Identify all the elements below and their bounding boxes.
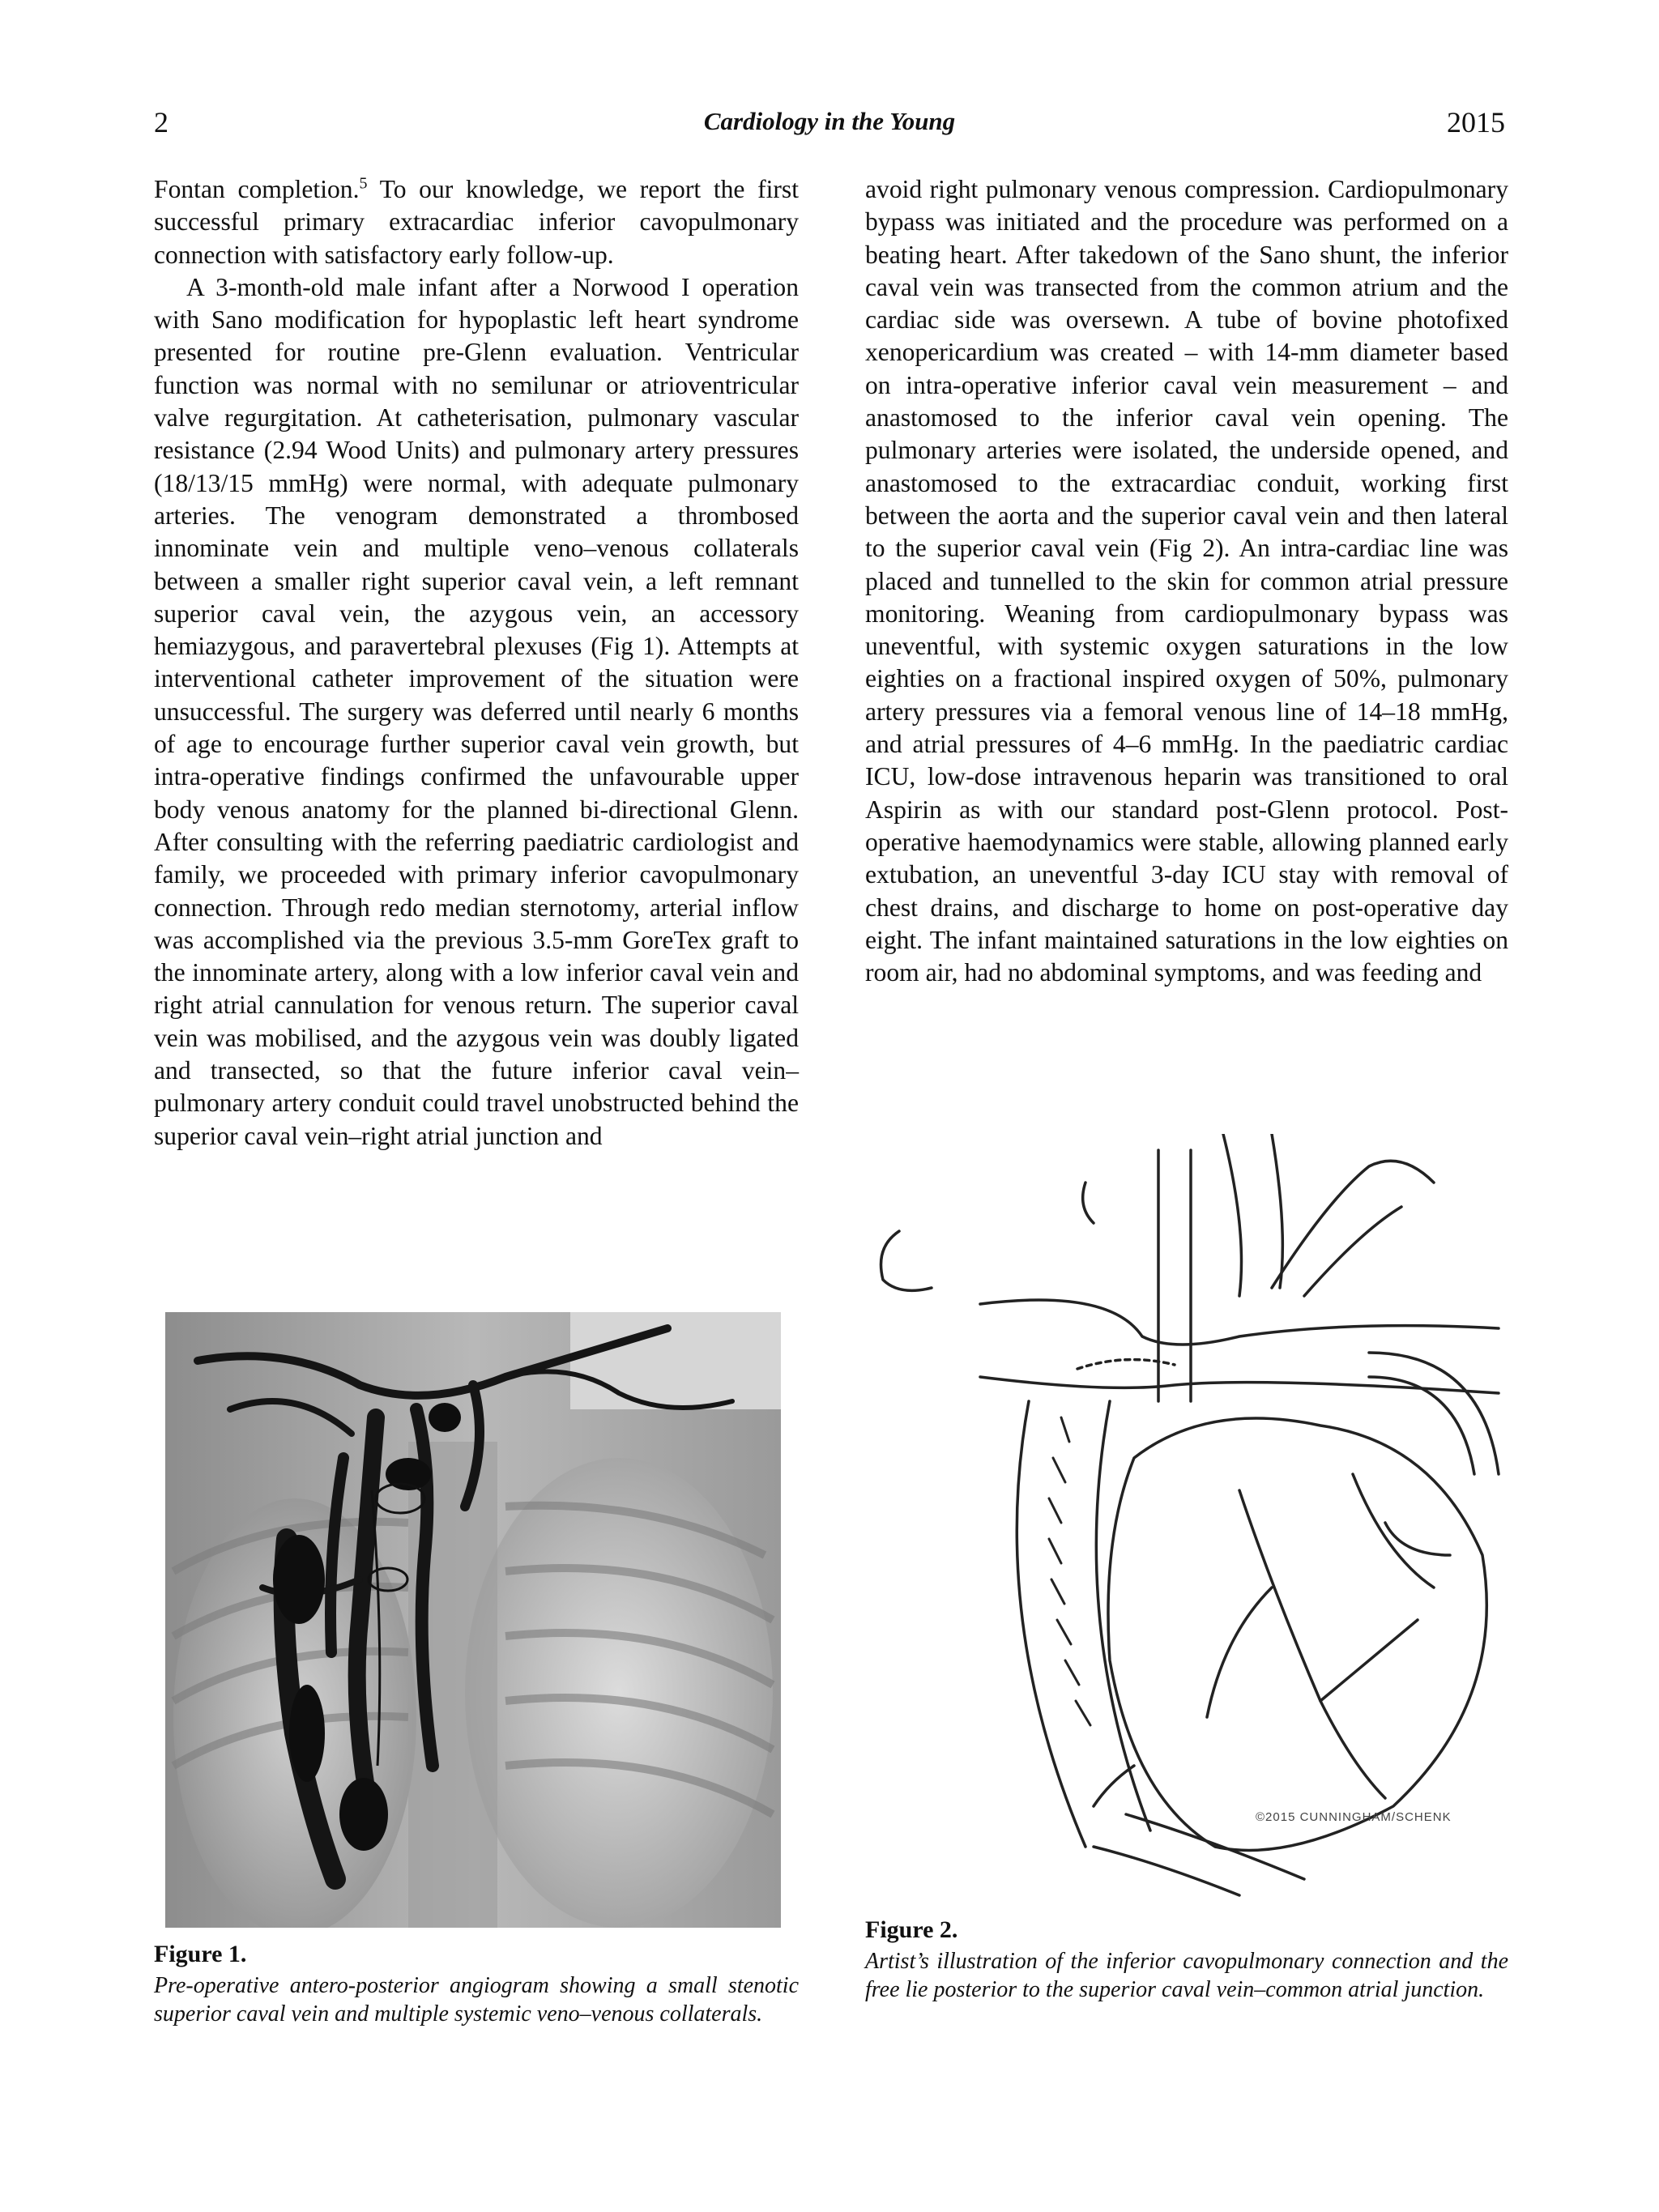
left-paragraph-1	[154, 173, 799, 271]
figure-1-caption	[154, 1940, 799, 2028]
figure-1-angiogram	[165, 1312, 781, 1928]
journal-title: Cardiology in the Young	[703, 107, 956, 135]
publication-year: 2015	[1447, 106, 1505, 139]
figure-2-caption	[865, 1916, 1508, 2004]
figure-1-label: Figure 1.	[154, 1941, 247, 1967]
heart-illustration	[867, 1134, 1507, 1903]
page-number: 2	[154, 106, 168, 139]
p1-text-start: Fontan completion.	[154, 175, 360, 203]
left-column	[154, 173, 799, 1153]
running-header	[154, 105, 1505, 146]
right-column	[865, 173, 1508, 989]
left-paragraph-2: A 3-month-old male infant after a Norwood I operation with Sano modification for hypoplastic left heart syndrome presented for routine pre-Glenn evaluation. Ventricular function was normal with no semilunar or atrioventricular valve regurgitation. At catheterisation, pulmonary vascular resistance (2.94 Wood Units) and pulmonary artery pressures (18/13/15 mmHg) were normal, with adequate pulmonary arteries. The venogram demonstrated a thrombosed innominate vein and multiple veno–venous collaterals between a smaller right superior caval vein, a left remnant superior caval vein, the azygous vein, an accessory hemiazygous, and paravertebral plexuses (Fig 1). Attempts at interventional catheter improvement of the situation were unsuccessful. The surgery was deferred until nearly 6 months of age to encourage further superior caval vein growth, but intra-operative findings confirmed the unfavourable upper body venous anatomy for the planned bi-directional Glenn. After consulting with the referring paediatric cardiologist and family, we proceeded with primary inferior cavopulmonary connection. Through redo median sternotomy, arterial inflow was accomplished via the previous 3.5-mm GoreTex graft to the innominate artery, along with a low inferior caval vein and right atrial cannulation for venous return. The superior caval vein was mobilised, and the azygous vein was doubly ligated and transected, so that the future inferior caval vein–pulmonary artery conduit could travel unobstructed behind the superior caval vein–right atrial junction and	[154, 272, 799, 1150]
angiogram-image	[165, 1312, 781, 1928]
figure-2-caption-text: Artist’s illustration of the inferior cavopulmonary connection and the free lie posterior to the superior caval vein–common atrial junction.	[865, 1949, 1508, 2002]
figure-1-caption-text: Pre-operative antero-posterior angiogram showing a small stenotic superior caval vein and multiple systemic veno–venous collaterals.	[154, 1973, 799, 2027]
p1-text-end: To our knowledge, we report the first successful primary extracardiac inferior cavopulmonary connection with satisfactory early follow-up.	[154, 175, 800, 269]
figure-2-label: Figure 2.	[865, 1916, 958, 1943]
illustration-credit: ©2015 CUNNINGHAM/SCHENK	[1256, 1810, 1452, 1824]
right-paragraph-1: avoid right pulmonary venous compression. Cardiopulmonary bypass was initiated and the procedure was performed on a beating heart. After takedown of the Sano shunt, the inferior caval vein was transected from the common atrium and the cardiac side was oversewn. A tube of bovine photofixed xenopericardium was created – with 14-mm diameter based on intra-operative inferior caval vein measurement – and anastomosed to the inferior caval vein opening. The pulmonary arteries were isolated, the underside opened, and anastomosed to the extracardiac conduit, working first between the aorta and the superior caval vein and then lateral to the superior caval vein (Fig 2). An intra-cardiac line was placed and tunnelled to the skin for common atrial pressure monitoring. Weaning from cardiopulmonary bypass was uneventful, with systemic oxygen saturations in the low eighties on a fractional inspired oxygen of 50%, pulmonary artery pressures via a femoral venous line of 14–18 mmHg, and atrial pressures of 4–6 mmHg. In the paediatric cardiac ICU, low-dose intravenous heparin was transitioned to oral Aspirin as with our standard post-Glenn protocol. Post-operative haemodynamics were stable, allowing planned early extubation, an uneventful 3-day ICU stay with removal of chest drains, and discharge to home on post-operative day eight. The infant maintained saturations in the low eighties on room air, had no abdominal symptoms, and was feeding and	[865, 175, 1508, 987]
figure-2-illustration	[867, 1134, 1507, 1903]
reference-5: 5	[359, 174, 368, 193]
